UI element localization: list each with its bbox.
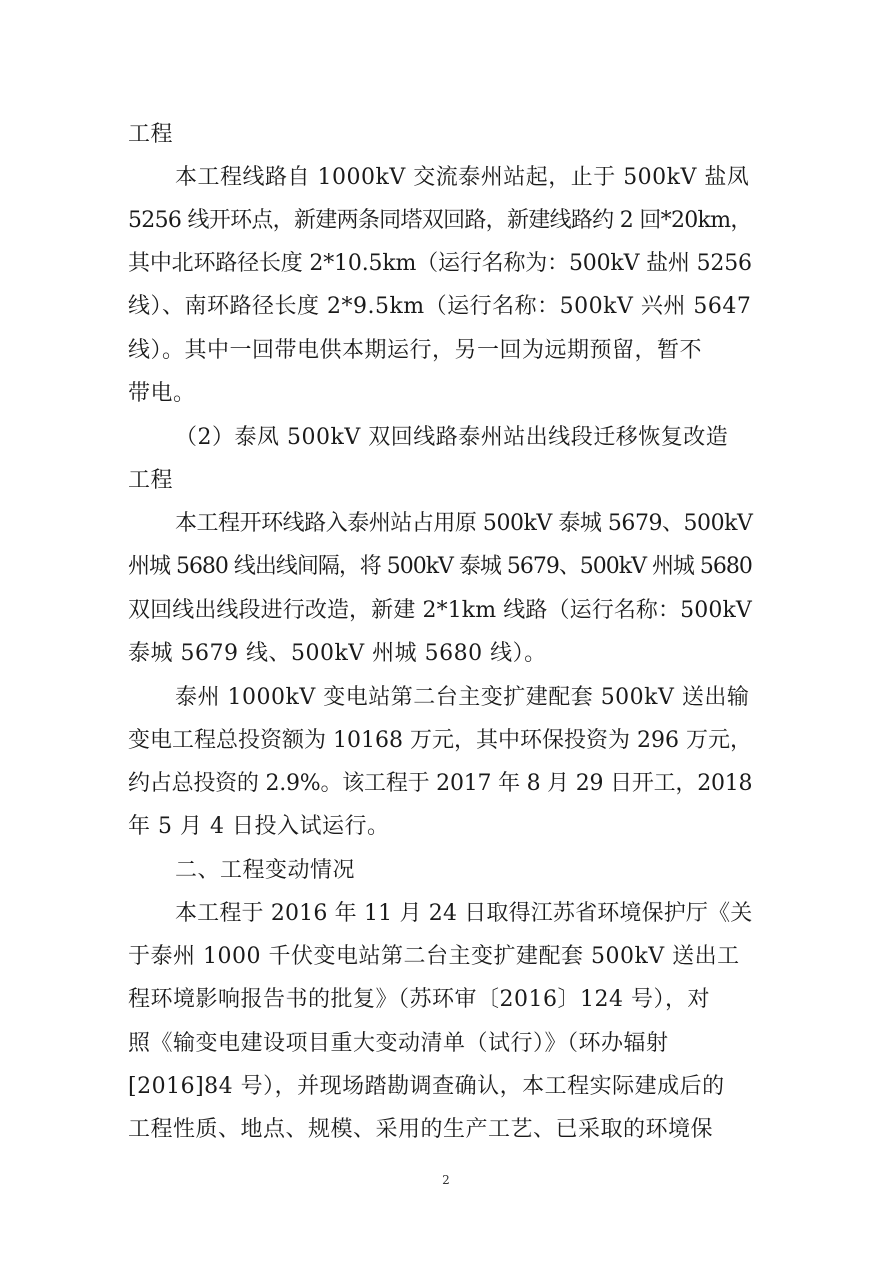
text-line: 约占总投资的 2.9%。该工程于 2017 年 8 月 29 日开工，2018 bbox=[128, 771, 753, 796]
text-line: 本工程线路自 1000kV 交流泰州站起，止于 500kV 盐凤 bbox=[175, 165, 750, 190]
text-line: 5256 线开环点，新建两条同塔双回路，新建线路约 2 回*20km， bbox=[128, 208, 752, 233]
section-heading: 二、工程变动情况 bbox=[175, 858, 356, 883]
text-line: 泰城 5679 线、500kV 州城 5680 线）。 bbox=[128, 641, 547, 666]
page-number: 2 bbox=[442, 1173, 450, 1187]
text-line: 年 5 月 4 日投入试运行。 bbox=[128, 814, 390, 839]
text-line: [2016]84 号），并现场踏勘调查确认，本工程实际建成后的 bbox=[128, 1074, 725, 1099]
text-line: 线）。其中一回带电供本期运行，另一回为远期预留，暂不 bbox=[128, 338, 703, 363]
text-line: 泰州 1000kV 变电站第二台主变扩建配套 500kV 送出输 bbox=[175, 685, 750, 710]
text-line: 于泰州 1000 千伏变电站第二台主变扩建配套 500kV 送出工 bbox=[128, 944, 740, 969]
text-line: 双回线出线段进行改造，新建 2*1km 线路（运行名称：500kV bbox=[128, 598, 752, 623]
section-heading: 工程 bbox=[128, 468, 174, 493]
text-line: 州城 5680 线出线间隔，将 500kV 泰城 5679、500kV 州城 5680 bbox=[128, 554, 752, 579]
text-line: 照《输变电建设项目重大变动清单（试行）》（环办辐射 bbox=[128, 1031, 669, 1056]
text-line: 线）、南环路径长度 2*9.5km（运行名称：500kV 兴州 5647 bbox=[128, 294, 752, 319]
text-line: 本工程于 2016 年 11 月 24 日取得江苏省环境保护厅《关 bbox=[175, 901, 753, 926]
text-line: 变电工程总投资额为 10168 万元，其中环保投资为 296 万元， bbox=[128, 728, 752, 753]
text-line: 其中北环路径长度 2*10.5km（运行名称为：500kV 盐州 5256 bbox=[128, 251, 752, 276]
section-heading: （2）泰凤 500kV 双回线路泰州站出线段迁移恢复改造 bbox=[175, 425, 729, 450]
text-line: 工程 bbox=[128, 122, 174, 147]
text-line: 程环境影响报告书的批复》（苏环审〔2016〕124 号），对 bbox=[128, 987, 710, 1012]
text-line: 工程性质、地点、规模、采用的生产工艺、已采取的环境保 bbox=[128, 1117, 714, 1142]
text-line: 带电。 bbox=[128, 381, 196, 406]
text-line: 本工程开环线路入泰州站占用原 500kV 泰城 5679、500kV bbox=[175, 511, 753, 536]
